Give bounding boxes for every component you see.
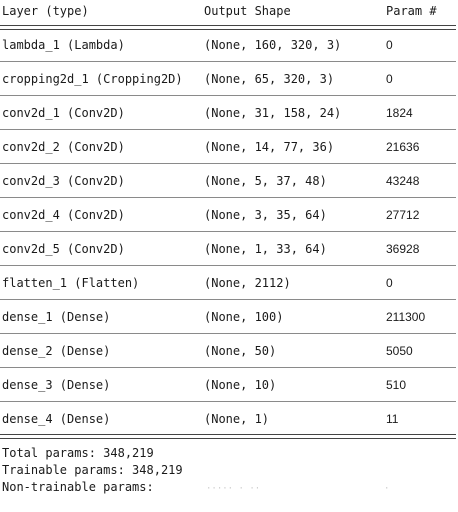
param-count: 21636 [386, 140, 420, 154]
output-shape: (None, 160, 320, 3) [204, 38, 342, 52]
totals-divider [0, 434, 456, 439]
table-row [0, 368, 456, 402]
layer-name: lambda_1 (Lambda) [2, 38, 125, 52]
table-row [0, 266, 456, 300]
layer-name: conv2d_3 (Conv2D) [2, 174, 125, 188]
output-shape: (None, 1) [204, 412, 270, 426]
table-row [0, 164, 456, 198]
table-row [0, 28, 456, 62]
output-shape: (None, 100) [204, 310, 284, 324]
layer-name: dense_1 (Dense) [2, 310, 111, 324]
header-layer-type: Layer (type) [2, 4, 89, 18]
layer-name: dense_3 (Dense) [2, 378, 111, 392]
header-output-shape: Output Shape [204, 4, 291, 18]
param-count: 1824 [386, 106, 413, 120]
table-row [0, 402, 456, 436]
layer-name: dense_4 (Dense) [2, 412, 111, 426]
param-count: 36928 [386, 242, 420, 256]
table-row [0, 334, 456, 368]
output-shape: (None, 2112) [204, 276, 291, 290]
output-shape: (None, 50) [204, 344, 277, 358]
param-count: 510 [386, 378, 407, 392]
param-count: 0 [386, 72, 393, 86]
obscured-value-mark: ····· · ·· [206, 484, 261, 494]
param-count: 0 [386, 276, 393, 290]
table-row [0, 198, 456, 232]
table-row [0, 62, 456, 96]
output-shape: (None, 31, 158, 24) [204, 106, 342, 120]
layer-name: flatten_1 (Flatten) [2, 276, 140, 290]
table-row [0, 232, 456, 266]
obscured-dot-mark: · [384, 484, 390, 494]
output-shape: (None, 3, 35, 64) [204, 208, 327, 222]
param-count: 5050 [386, 344, 413, 358]
table-row [0, 96, 456, 130]
layer-name: cropping2d_1 (Cropping2D) [2, 72, 183, 86]
output-shape: (None, 1, 33, 64) [204, 242, 327, 256]
layer-name: conv2d_1 (Conv2D) [2, 106, 125, 120]
output-shape: (None, 14, 77, 36) [204, 140, 335, 154]
non-trainable-params: Non-trainable params: [2, 480, 154, 494]
layer-name: conv2d_2 (Conv2D) [2, 140, 125, 154]
table-row [0, 300, 456, 334]
table-header [0, 0, 456, 26]
param-count: 0 [386, 38, 393, 52]
table-row [0, 130, 456, 164]
param-count: 43248 [386, 174, 420, 188]
param-count: 27712 [386, 208, 420, 222]
header-param-count: Param # [386, 4, 437, 18]
output-shape: (None, 65, 320, 3) [204, 72, 335, 86]
total-params: Total params: 348,219 [2, 446, 154, 460]
output-shape: (None, 10) [204, 378, 277, 392]
trainable-params: Trainable params: 348,219 [2, 463, 183, 477]
layer-name: conv2d_4 (Conv2D) [2, 208, 125, 222]
param-count: 11 [386, 412, 399, 426]
param-count: 211300 [386, 310, 426, 324]
layer-name: conv2d_5 (Conv2D) [2, 242, 125, 256]
layer-name: dense_2 (Dense) [2, 344, 111, 358]
output-shape: (None, 5, 37, 48) [204, 174, 327, 188]
